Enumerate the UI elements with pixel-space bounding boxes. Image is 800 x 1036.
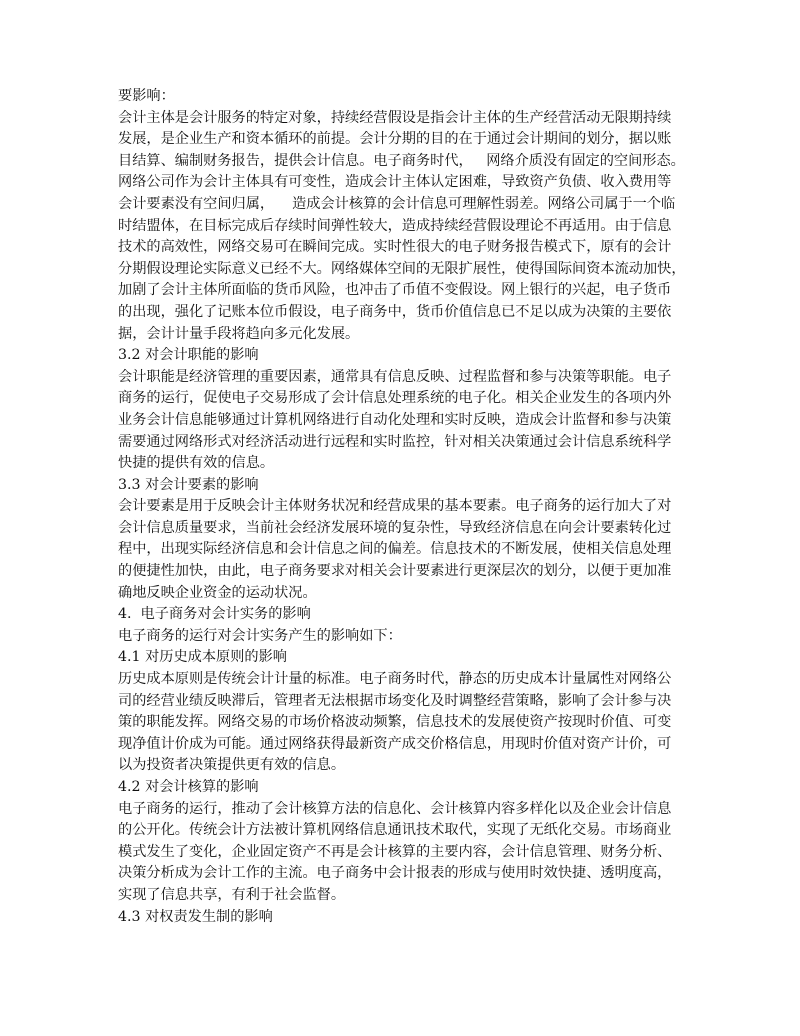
- text-line: 的公开化。传统会计方法被计算机网络信息通讯技术取代，实现了无纸化交易。市场商业: [118, 822, 672, 839]
- text-line: 3.2 对会计职能的影响: [118, 347, 259, 364]
- text-line: 以为投资者决策提供更有效的信息。: [118, 757, 346, 774]
- text-line: 电子商务的运行对会计实务产生的影响如下：: [118, 627, 402, 644]
- text-line: 4.3 对权责发生制的影响: [118, 908, 273, 925]
- text-line: 4.2 对会计核算的影响: [118, 779, 259, 795]
- text-line: 4.1 对历史成本原则的影响: [118, 649, 287, 666]
- text-line: 据，会计计量手段将趋向多元化发展。: [118, 325, 360, 342]
- text-line: 3.3 对会计要素的影响: [118, 476, 259, 493]
- text-line: 会计信息质量要求，当前社会经济发展环境的复杂性，导致经济信息在向会计要素转化过: [118, 519, 672, 536]
- text-line: 分期假设理论实际意义已经不大。网络媒体空间的无限扩展性，使得国际间资本流动加快，: [118, 260, 686, 277]
- text-line: 策的职能发挥。网络交易的市场价格波动频繁，信息技术的发展使资产按现时价值、可变: [118, 714, 672, 731]
- text-line: 的便捷性加快，由此，电子商务要求对相关会计要素进行更深层次的划分，以便于更加准: [118, 563, 672, 580]
- text-line: 时结盟体，在目标完成后存续时间弹性较大，造成持续经营假设理论不再适用。由于信息: [118, 217, 672, 234]
- text-line: 目结算、编制财务报告，提供会计信息。电子商务时代， 网络介质没有固定的空间形态。: [118, 152, 685, 169]
- text-line: 加剧了会计主体所面临的货币风险，也冲击了币值不变假设。网上银行的兴起，电子货币: [118, 282, 672, 299]
- text-line: 司的经营业绩反映滞后，管理者无法根据市场变化及时调整经营策略，影响了会计参与决: [118, 692, 672, 709]
- text-line: 电子商务的运行，推动了会计核算方法的信息化、会计核算内容多样化以及企业会计信息: [118, 800, 672, 817]
- text-line: 网络公司作为会计主体具有可变性，造成会计主体认定困难，导致资产负债、收入费用等: [118, 174, 672, 191]
- text-line: 商务的运行，促使电子交易形成了会计信息处理系统的电子化。相关企业发生的各项内外: [118, 390, 672, 407]
- text-line: 会计要素是用于反映会计主体财务状况和经营成果的基本要素。电子商务的运行加大了对: [118, 498, 672, 515]
- text-line: 4. 电子商务对会计实务的影响: [118, 606, 311, 623]
- text-line: 要影响：: [118, 88, 175, 104]
- text-line: 现净值计价成为可能。通过网络获得最新资产成交价格信息，用现时价值对资产计价，可: [118, 735, 672, 752]
- text-line: 需要通过网络形式对经济活动进行远程和实时监控，针对相关决策通过会计信息系统科学: [118, 433, 672, 450]
- document-body: [118, 86, 684, 928]
- text-line: 的出现，强化了记账本位币假设，电子商务中，货币价值信息已不足以成为决策的主要依: [118, 303, 672, 320]
- text-line: 快捷的提供有效的信息。: [118, 455, 275, 472]
- text-line: 模式发生了变化，企业固定资产不再是会计核算的主要内容，会计信息管理、财务分析、: [118, 843, 672, 860]
- text-line: 程中，出现实际经济信息和会计信息之间的偏差。信息技术的不断发展，使相关信息处理: [118, 541, 672, 558]
- text-line: 历史成本原则是传统会计计量的标准。电子商务时代，静态的历史成本计量属性对网络公: [118, 671, 672, 688]
- text-line: 会计主体是会计服务的特定对象，持续经营假设是指会计主体的生产经营活动无限期持续: [118, 109, 672, 126]
- text-line: 会计职能是经济管理的重要因素，通常具有信息反映、过程监督和参与决策等职能。电子: [118, 368, 672, 385]
- text-line: 业务会计信息能够通过计算机网络进行自动化处理和实时反映，造成会计监督和参与决策: [118, 411, 672, 428]
- text-line: 决策分析成为会计工作的主流。电子商务中会计报表的形成与使用时效快捷、透明度高，: [118, 865, 672, 882]
- text-line: 会计要素没有空间归属， 造成会计核算的会计信息可理解性弱差。网络公司属于一个临: [118, 195, 676, 212]
- text-line: 技术的高效性，网络交易可在瞬间完成。实时性很大的电子财务报告模式下，原有的会计: [118, 239, 672, 256]
- text-line: 实现了信息共享，有利于社会监督。: [118, 886, 346, 903]
- text-line: 发展，是企业生产和资本循环的前提。会计分期的目的在于通过会计期间的划分，据以账: [118, 131, 672, 148]
- text-line: 确地反映企业资金的运动状况。: [118, 584, 317, 601]
